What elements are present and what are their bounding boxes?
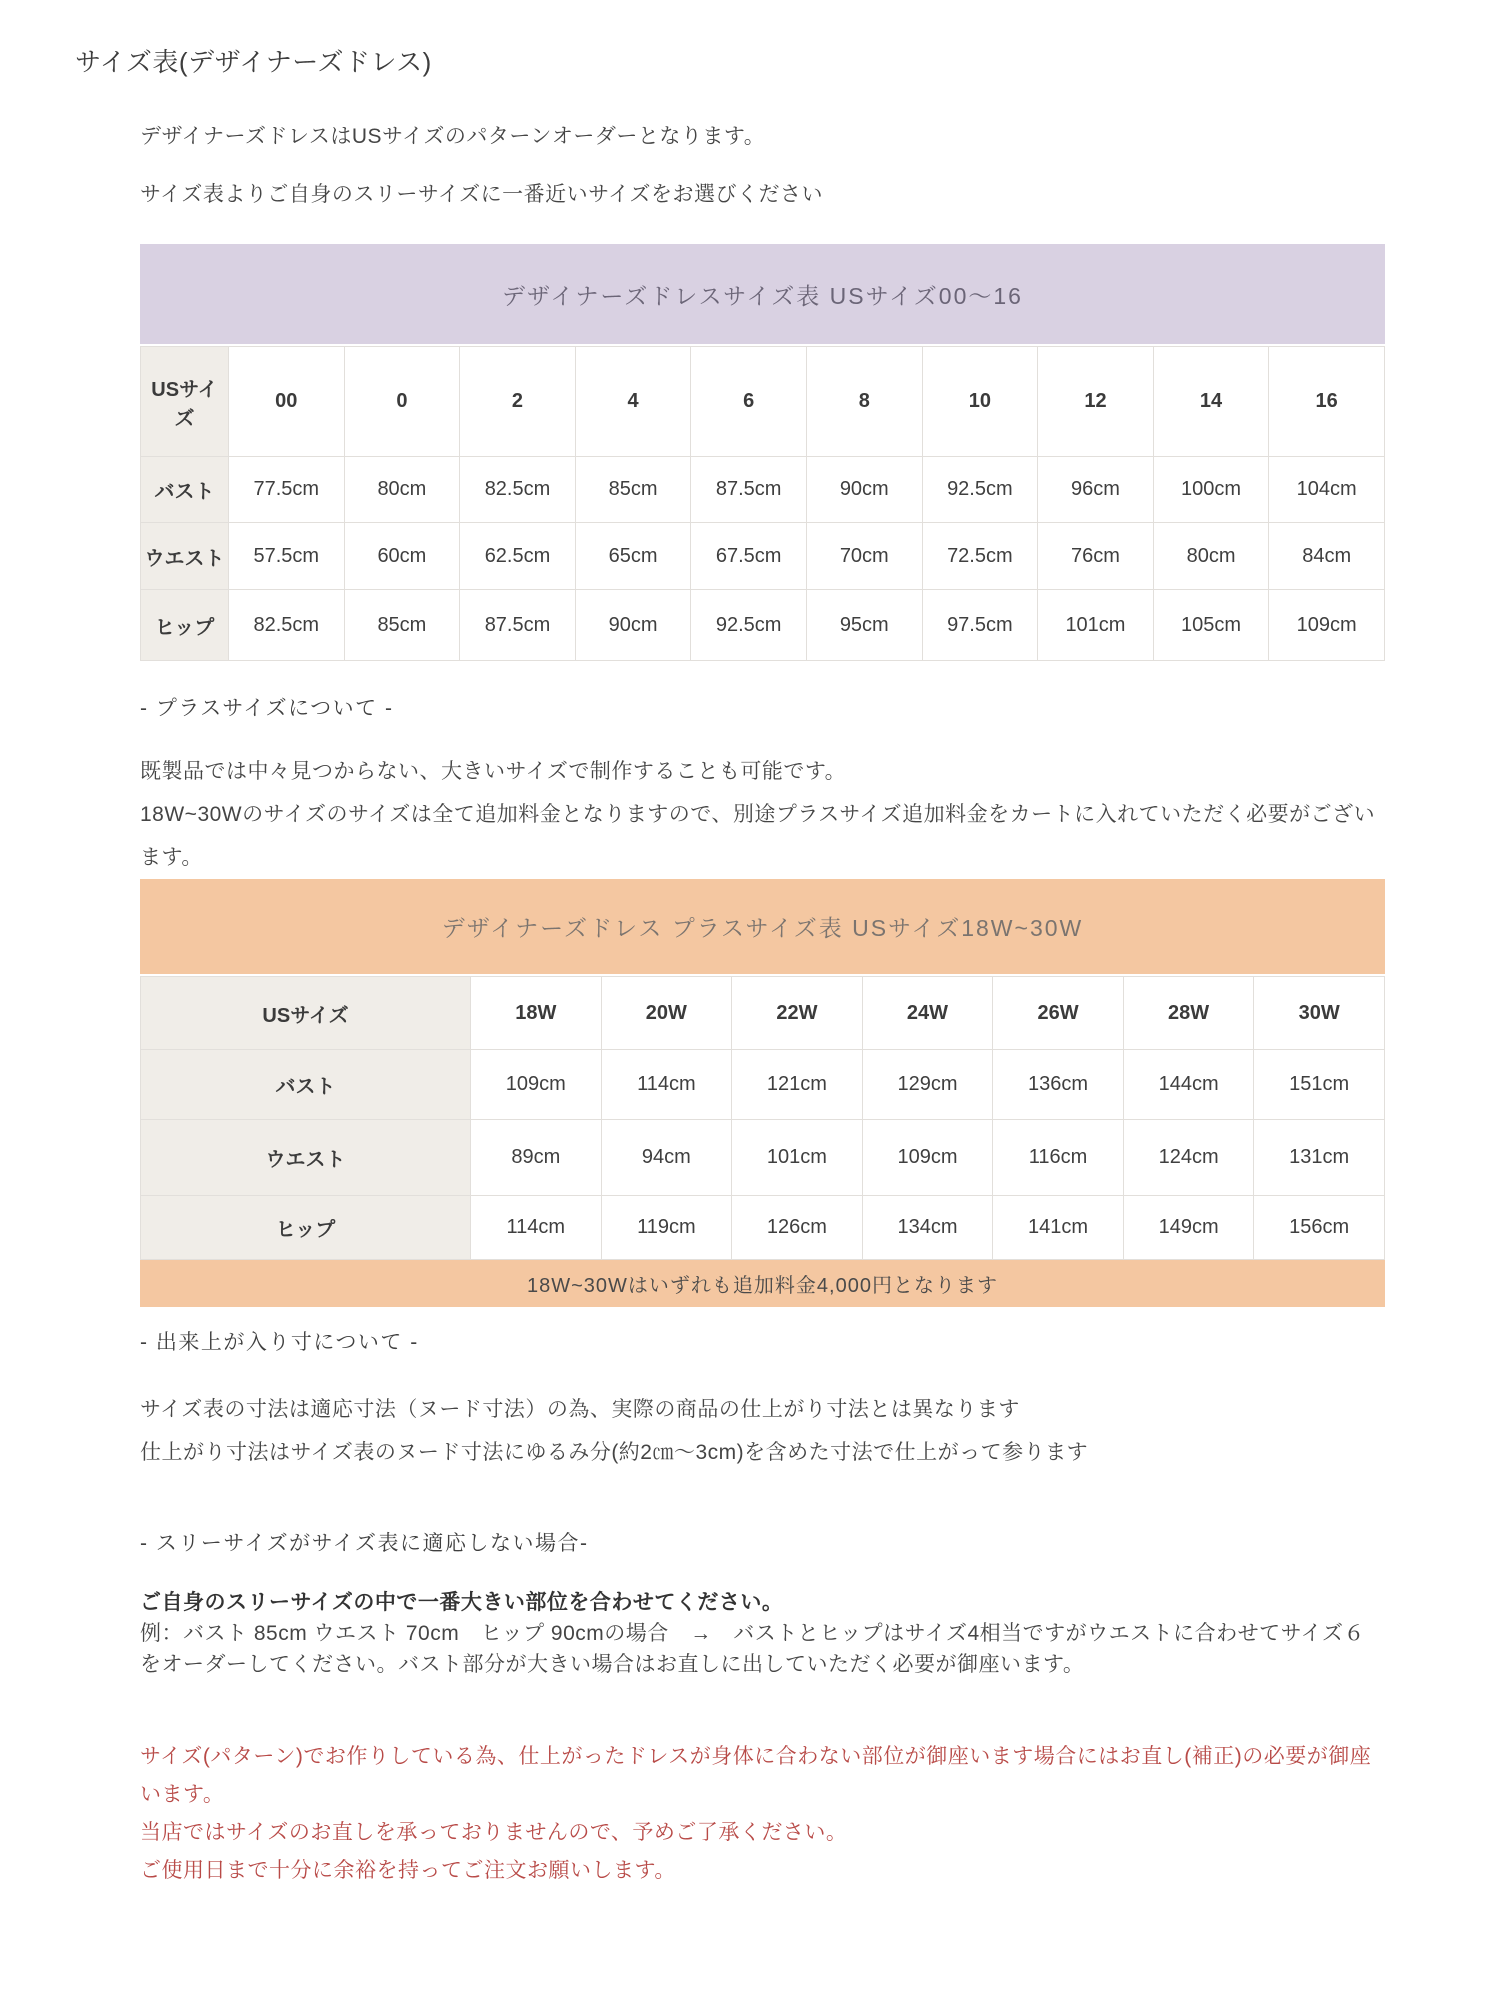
measurement-cell: 109cm [1269,590,1385,661]
plus-size-table-caption: デザイナーズドレス プラスサイズ表 USサイズ18W~30W [140,879,1385,974]
table-row-bust [141,457,1385,523]
measurement-cell: 131cm [1254,1120,1385,1196]
row-label-us-size: USサイズ [141,347,229,457]
table-footer-row [141,1260,1385,1307]
measurement-cell: 89cm [471,1120,602,1196]
size-column-cell: 2 [460,347,576,457]
table-row-hip [141,590,1385,661]
size-column-cell: 20W [601,977,732,1050]
three-size-mismatch-lead: ご自身のスリーサイズの中で一番大きい部位を合わせてください。 [140,1591,784,1614]
measurement-cell: 82.5cm [229,590,345,661]
size-column-cell: 26W [993,977,1124,1050]
measurement-cell: 109cm [471,1050,602,1120]
size-column-cell: 6 [691,347,807,457]
row-label-waist: ウエスト [141,1120,471,1196]
measurement-cell: 87.5cm [460,590,576,661]
measurement-cell: 105cm [1153,590,1269,661]
size-column-cell: 22W [732,977,863,1050]
measurement-cell: 80cm [1153,523,1269,590]
measurement-cell: 82.5cm [460,457,576,523]
table-row-waist [141,523,1385,590]
measurement-cell: 90cm [806,457,922,523]
content-area [140,123,1385,1890]
plus-size-text-1: 既製品では中々見つからない、大きいサイズで制作することも可能です。 [140,760,847,783]
plus-size-fee-note: 18W~30Wはいずれも追加料金4,000円となります [141,1260,1385,1307]
table-row-hip [141,1196,1385,1260]
measurement-cell: 92.5cm [691,590,807,661]
row-label-hip: ヒップ [141,1196,471,1260]
row-label-bust: バスト [141,1050,471,1120]
measurement-cell: 95cm [806,590,922,661]
measurement-cell: 134cm [862,1196,993,1260]
intro-line-1: デザイナーズドレスはUSサイズのパターンオーダーとなります。 [140,125,766,148]
measurement-cell: 90cm [575,590,691,661]
measurement-cell: 129cm [862,1050,993,1120]
measurement-cell: 70cm [806,523,922,590]
intro-line-2: サイズ表よりご自身のスリーサイズに一番近いサイズをお選びください [140,183,823,206]
finished-size-text-2: 仕上がり寸法はサイズ表のヌード寸法にゆるみ分(約2㎝〜3cm)を含めた寸法で仕上がって参ります [140,1441,1089,1464]
size-column-cell: 30W [1254,977,1385,1050]
measurement-cell: 101cm [1038,590,1154,661]
plus-size-table [140,976,1385,1307]
three-size-mismatch-heading: - スリーサイズがサイズ表に適応しない場合- [140,1532,589,1555]
measurement-cell: 62.5cm [460,523,576,590]
measurement-cell: 72.5cm [922,523,1038,590]
row-label-waist: ウエスト [141,523,229,590]
size-column-cell: 4 [575,347,691,457]
measurement-cell: 116cm [993,1120,1124,1196]
measurement-cell: 84cm [1269,523,1385,590]
measurement-cell: 65cm [575,523,691,590]
plus-size-text-2: 18W~30Wのサイズのサイズは全て追加料金となりますので、別途プラスサイズ追加料金をカートに入れていただく必要がございます。 [140,803,1376,869]
page-title: サイズ表(デザイナーズドレス) [75,47,432,77]
measurement-cell: 85cm [575,457,691,523]
measurement-cell: 126cm [732,1196,863,1260]
table-row-us-size [141,977,1385,1050]
three-size-mismatch-block [140,1587,1385,1680]
measurement-cell: 109cm [862,1120,993,1196]
measurement-cell: 149cm [1123,1196,1254,1260]
measurement-cell: 100cm [1153,457,1269,523]
measurement-cell: 136cm [993,1050,1124,1120]
measurement-cell: 77.5cm [229,457,345,523]
measurement-cell: 119cm [601,1196,732,1260]
size-column-cell: 10 [922,347,1038,457]
standard-size-table [140,346,1385,661]
size-column-cell: 8 [806,347,922,457]
warning-line-2: 当店ではサイズのお直しを承っておりませんので、予めご了承ください。 [140,1821,848,1844]
warning-line-3: ご使用日まで十分に余裕を持ってご注文お願いします。 [140,1859,676,1882]
size-column-cell: 18W [471,977,602,1050]
measurement-cell: 57.5cm [229,523,345,590]
size-column-cell: 00 [229,347,345,457]
measurement-cell: 101cm [732,1120,863,1196]
measurement-cell: 104cm [1269,457,1385,523]
row-label-bust: バスト [141,457,229,523]
standard-size-table-caption: デザイナーズドレスサイズ表 USサイズ00〜16 [140,244,1385,344]
finished-size-text-1: サイズ表の寸法は適応寸法（ヌード寸法）の為、実際の商品の仕上がり寸法とは異なります [140,1398,1020,1421]
measurement-cell: 124cm [1123,1120,1254,1196]
measurement-cell: 60cm [344,523,460,590]
measurement-cell: 92.5cm [922,457,1038,523]
size-column-cell: 16 [1269,347,1385,457]
row-label-us-size: USサイズ [141,977,471,1050]
finished-size-heading: - 出来上が入り寸について - [140,1331,419,1354]
measurement-cell: 114cm [601,1050,732,1120]
warning-line-1: サイズ(パターン)でお作りしている為、仕上がったドレスが身体に合わない部位が御座います場合にはお直し(補正)の必要が御座います。 [140,1745,1372,1806]
measurement-cell: 121cm [732,1050,863,1120]
alteration-warning-block [140,1738,1385,1890]
three-size-mismatch-example: 例：バスト 85cm ウエスト 70cm ヒップ 90cmの場合 → バストとヒップはサイズ4相当ですがウエストに合わせてサイズ６をオーダーしてください。バスト部分が大きい場合はお直しに出していただく必要が御座います。 [140,1622,1365,1676]
plus-size-heading: - プラスサイズについて - [140,697,394,720]
size-column-cell: 14 [1153,347,1269,457]
measurement-cell: 141cm [993,1196,1124,1260]
row-label-hip: ヒップ [141,590,229,661]
size-column-cell: 0 [344,347,460,457]
table-row-bust [141,1050,1385,1120]
measurement-cell: 94cm [601,1120,732,1196]
measurement-cell: 156cm [1254,1196,1385,1260]
measurement-cell: 144cm [1123,1050,1254,1120]
measurement-cell: 114cm [471,1196,602,1260]
measurement-cell: 67.5cm [691,523,807,590]
measurement-cell: 151cm [1254,1050,1385,1120]
measurement-cell: 76cm [1038,523,1154,590]
size-column-cell: 12 [1038,347,1154,457]
table-row-waist [141,1120,1385,1196]
size-column-cell: 28W [1123,977,1254,1050]
measurement-cell: 96cm [1038,457,1154,523]
measurement-cell: 80cm [344,457,460,523]
measurement-cell: 85cm [344,590,460,661]
measurement-cell: 87.5cm [691,457,807,523]
table-row-us-size [141,347,1385,457]
measurement-cell: 97.5cm [922,590,1038,661]
size-column-cell: 24W [862,977,993,1050]
